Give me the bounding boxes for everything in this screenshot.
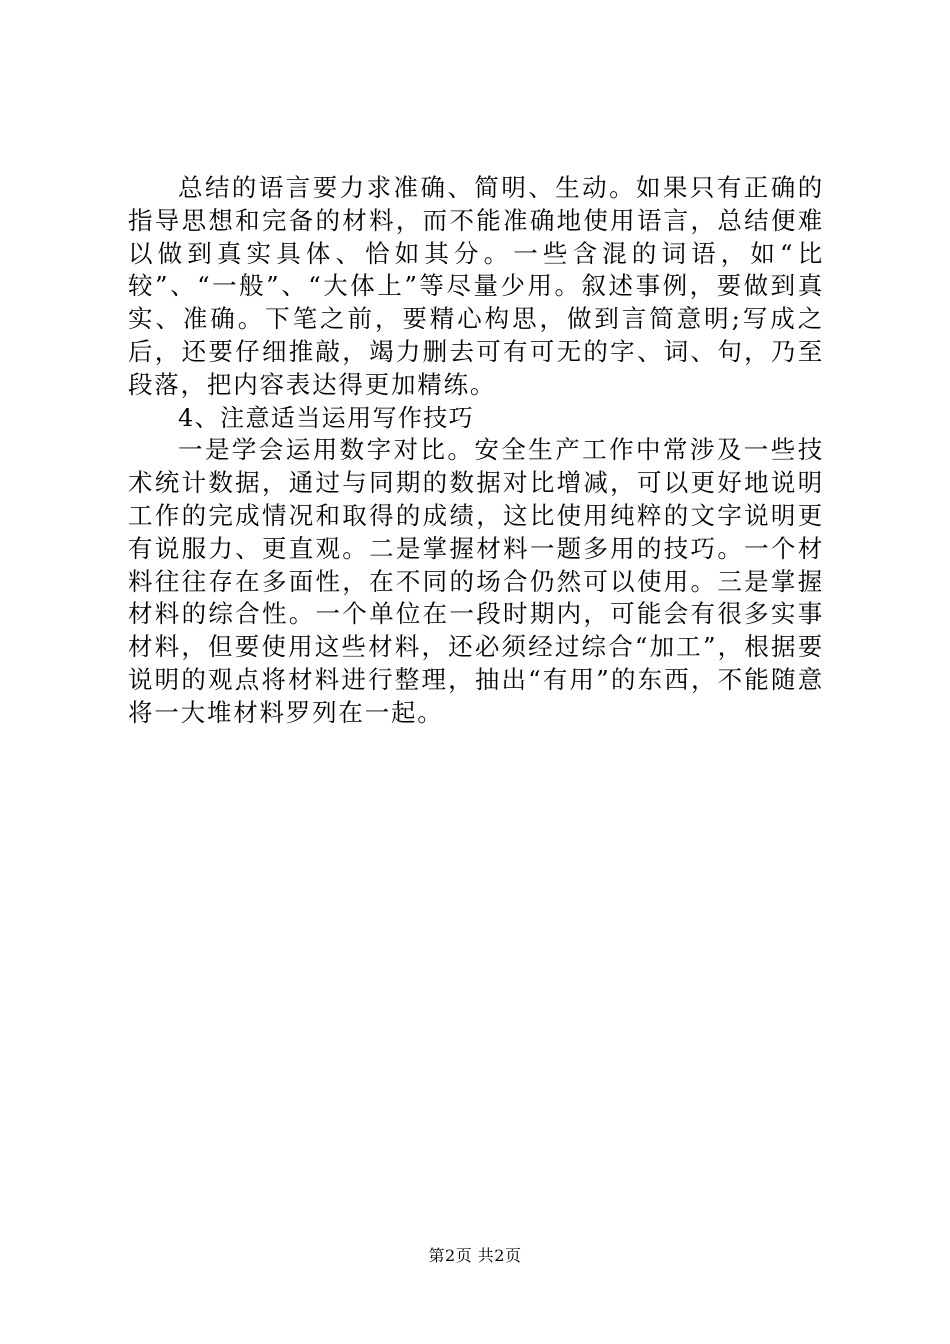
paragraph-writing-techniques: 一是学会运用数字对比。安全生产工作中常涉及一些技术统计数据，通过与同期的数据对比增减，可以更好地说明工作的完成情况和取得的成绩，这比使用纯粹的文字说明更有说服力、更直观。二是掌握材料一题多用的技巧。一个材料往往存在多面性，在不同的场合仍然可以使用。三是掌握材料的综合性。一个单位在一段时期内，可能会有很多实事材料，但要使用这些材料，还必须经过综合“加工”，根据要说明的观点将材料进行整理，抽出“有用”的东西，不能随意将一大堆材料罗列在一起。	[128, 435, 824, 727]
document-body	[128, 172, 824, 730]
page-footer: 第2页 共2页	[428, 1246, 522, 1265]
paragraph-summary-language: 总结的语言要力求准确、简明、生动。如果只有正确的指导思想和完备的材料，而不能准确地使用语言，总结便难以做到真实具体、恰如其分。一些含混的词语，如“比较”、“一般”、“大体上”等尽量少用。叙述事例，要做到真实、准确。下笔之前，要精心构思，做到言简意明;写成之后，还要仔细推敲，竭力删去可有可无的字、词、句，乃至段落，把内容表达得更加精练。	[128, 173, 824, 399]
section-heading: 4、注意适当运用写作技巧	[178, 403, 475, 432]
